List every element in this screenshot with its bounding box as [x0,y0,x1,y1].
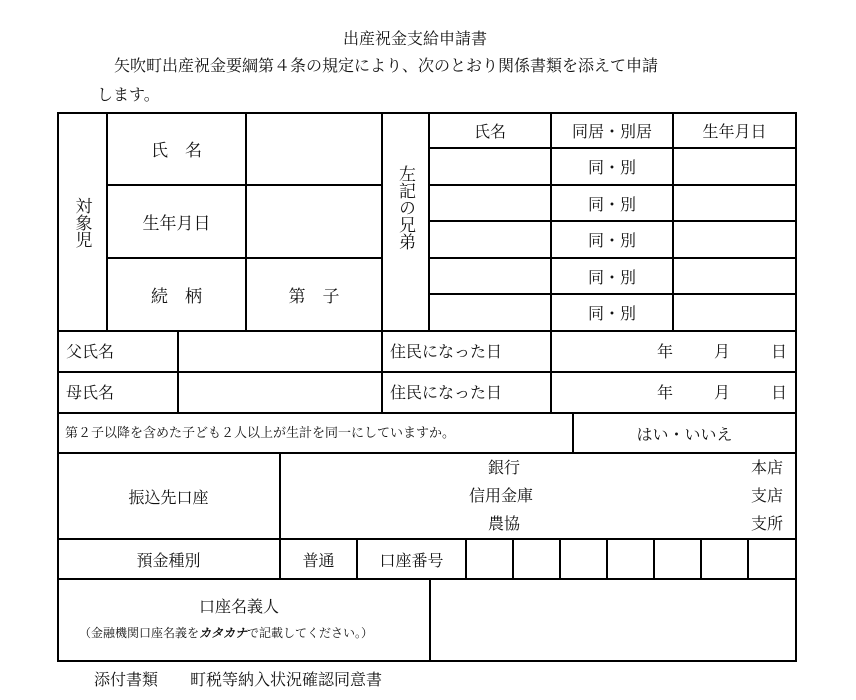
sibling-1-birthdate-field[interactable] [674,149,795,184]
deposit-type-value[interactable]: 普通 [302,550,335,570]
branch-type-branch: 支店 [751,486,784,505]
sibling-header-cohabitation: 同居・別居 [571,121,652,141]
attachments-item: 町税等納入状況確認同意書 [190,670,383,689]
account-number-label-cell [358,540,465,578]
sibling-5-birthdate-field[interactable] [674,295,795,330]
father-name-field[interactable] [179,332,381,371]
sibling-4-cohabitation[interactable]: 同・別 [587,267,636,287]
household-answer[interactable]: はい・いいえ [636,424,733,444]
sibling-2-cohabitation[interactable]: 同・別 [587,194,636,214]
sibling-1-cohabitation[interactable]: 同・別 [587,158,636,177]
siblings-label: 左記の兄弟 [395,164,415,250]
deposit-type-label-cell [58,540,279,578]
account-holder-field[interactable] [431,580,795,660]
mother-resident-date-label: 住民になった日 [390,383,503,402]
holder-note-emphasis: カタカナ [199,626,248,640]
branch-type-head: 本店 [751,458,784,477]
father-resident-date-field[interactable] [552,332,795,371]
sibling-1-name-field[interactable] [430,149,550,184]
holder-note-suffix: で記載してください。） [247,626,374,640]
child-name-label: 氏 名 [151,141,202,161]
bank-name-field[interactable] [281,454,795,538]
child-birthdate-field[interactable] [247,186,381,257]
father-date-day: 日 [771,342,788,361]
sibling-5-cohabitation[interactable]: 同・別 [587,304,636,323]
target-child-section-label [58,113,106,331]
sibling-5-name-field[interactable] [430,295,550,330]
child-relation-label: 続 柄 [151,287,202,307]
transfer-account-label: 振込先口座 [128,487,209,507]
holder-note-prefix: （金融機関口座名義を [79,626,200,640]
account-number-digit-7[interactable] [749,540,795,578]
sibling-2-name-field[interactable] [430,186,550,220]
sibling-4-name-field[interactable] [430,259,550,293]
intro-text-line2: します。 [97,85,160,104]
child-birthdate-label-cell [108,186,245,257]
household-question: 第２子以降を含めた子ども２人以上が生計を同一にしていますか。 [65,426,456,441]
child-relation-label-cell [108,259,245,330]
account-number-digit-1[interactable] [467,540,512,578]
mother-resident-date-field[interactable] [552,373,795,412]
child-name-label-cell [108,113,245,184]
branch-type-office: 支所 [751,514,784,533]
sibling-3-name-field[interactable] [430,222,550,257]
mother-name-label: 母氏名 [66,383,115,402]
siblings-section-label [383,113,428,331]
account-holder-label: 口座名義人 [199,597,280,616]
account-number-digit-6[interactable] [702,540,747,578]
mother-name-field[interactable] [179,373,381,412]
sibling-header-name: 氏名 [473,121,506,141]
account-number-label: 口座番号 [379,550,444,570]
father-date-year: 年 [657,342,674,361]
account-holder-note [79,627,373,639]
father-resident-date-label: 住民になった日 [390,342,503,361]
account-number-digit-3[interactable] [561,540,606,578]
transfer-account-label-cell [58,454,279,538]
child-relation-field[interactable] [247,259,381,330]
child-birthdate-label: 生年月日 [142,214,211,234]
child-name-field[interactable] [247,113,381,184]
father-name-label: 父氏名 [66,342,115,361]
attachments-label: 添付書類 [94,670,159,689]
mother-date-month: 月 [714,383,731,402]
sibling-4-birthdate-field[interactable] [674,259,795,293]
institution-type-credit-union: 信用金庫 [469,486,534,505]
intro-text-line1: 矢吹町出産祝金要綱第４条の規定により、次のとおり関係書類を添えて申請 [114,56,659,75]
account-number-digit-4[interactable] [608,540,653,578]
account-number-digit-2[interactable] [514,540,559,578]
institution-type-ja: 農協 [488,514,521,533]
institution-type-bank: 銀行 [488,458,521,477]
sibling-3-birthdate-field[interactable] [674,222,795,257]
child-relation-value: 第 子 [288,287,340,307]
sibling-3-cohabitation[interactable]: 同・別 [587,231,636,250]
document-title: 出産祝金支給申請書 [343,29,488,48]
target-child-label: 対象児 [71,196,92,248]
mother-date-day: 日 [771,383,788,402]
sibling-header-birthdate: 生年月日 [702,121,767,141]
sibling-2-birthdate-field[interactable] [674,186,795,220]
account-number-digit-5[interactable] [655,540,700,578]
father-date-month: 月 [714,342,731,361]
mother-date-year: 年 [657,383,674,402]
table-border-bottom [57,660,797,662]
deposit-type-label: 預金種別 [136,550,201,570]
